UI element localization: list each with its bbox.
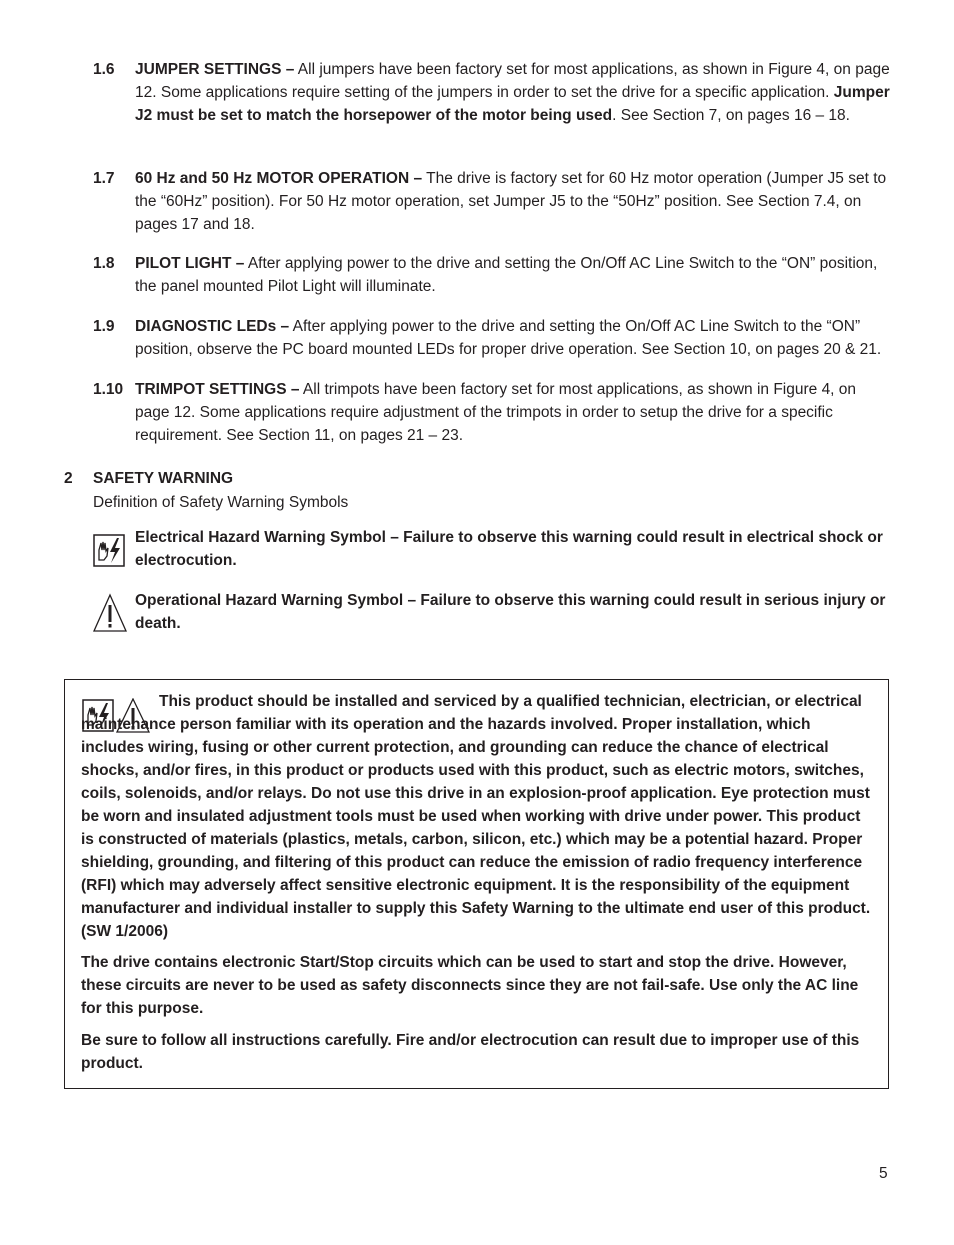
section-title: SAFETY WARNING xyxy=(93,470,234,487)
section-text xyxy=(135,58,893,127)
page-number: 5 xyxy=(879,1165,888,1182)
section-body: All jumpers have been factory set for most applications, as shown in Figure 4, on page 12. Some applications require setting of the jumpers in order to set the drive for a specific application. xyxy=(135,61,890,101)
section-1-8 xyxy=(93,252,893,298)
section-number: 1.8 xyxy=(93,255,115,272)
section-number: 1.10 xyxy=(93,381,124,398)
warning-paragraph-installation: This product should be installed and serviced by a qualified technician, electrician, or electrical maintenance person familiar with its operation and the hazards involved. Proper installation, which includes wiring, fusing or other current protection, and grounding can reduce the chance of electrical shocks, and/or fires, in this product or products used with this product, such as electric motors, switches, coils, solenoids, and/or relays. Do not use this drive in an explosion-proof application. Eye protection must be worn and insulated adjustment tools must be used when working with drive under power. This product is constructed of materials (plastics, metals, carbon, silicon, etc.) which may be a potential hazard. Proper shielding, grounding, and filtering of this product can reduce the emission of radio frequency interference (RFI) which may adversely affect sensitive electronic equipment. It is the responsibility of the equipment manufacturer and individual installer to supply this Safety Warning to the ultimate end user of this product. (SW 1/2006) xyxy=(81,693,871,940)
operational-hazard-text: Operational Hazard Warning Symbol – Failure to observe this warning could result in serious injury or death. xyxy=(135,592,886,632)
section-1-10 xyxy=(93,378,893,447)
section-heading: TRIMPOT SETTINGS – xyxy=(135,381,300,398)
section-text xyxy=(135,252,893,298)
symbol-definitions-subtitle: Definition of Safety Warning Symbols xyxy=(93,494,349,511)
electrical-hazard-definition xyxy=(93,526,893,572)
section-text xyxy=(135,315,893,361)
safety-warning-heading xyxy=(64,467,233,490)
section-number: 1.7 xyxy=(93,170,115,187)
section-body: After applying power to the drive and setting the On/Off AC Line Switch to the “ON” position, the panel mounted Pilot Light will illuminate. xyxy=(135,255,878,295)
section-1-9 xyxy=(93,315,893,361)
section-number: 2 xyxy=(64,470,73,487)
section-body-tail: . See Section 7, on pages 16 – 18. xyxy=(612,107,850,124)
electrical-hazard-icon xyxy=(93,534,125,574)
section-heading: PILOT LIGHT – xyxy=(135,255,245,272)
electrical-hazard-text: Electrical Hazard Warning Symbol – Failure to observe this warning could result in electrical shock or electrocution. xyxy=(135,529,883,569)
section-body: The drive is factory set for 60 Hz motor operation (Jumper J5 set to the “60Hz” position). For 50 Hz motor operation, set Jumper J5 to the “50Hz” position. See Section 7.4, on pages 17 and 18. xyxy=(135,170,887,233)
section-number: 1.9 xyxy=(93,318,115,335)
operational-hazard-definition xyxy=(93,589,893,635)
section-body: All trimpots have been factory set for most applications, as shown in Figure 4, on page 12. Some applications require adjustment of the trimpots in order to setup the drive for a specific requirement. See Section 11, on pages 21 – 23. xyxy=(135,381,857,444)
section-body: After applying power to the drive and setting the On/Off AC Line Switch to the “ON” position, observe the PC board mounted LEDs for proper drive operation. See Section 10, on pages 20 & 21. xyxy=(135,318,882,358)
section-text xyxy=(135,167,893,236)
section-heading: 60 Hz and 50 Hz MOTOR OPERATION – xyxy=(135,170,423,187)
warning-paragraph-start-stop: The drive contains electronic Start/Stop circuits which can be used to start and stop the drive. However, these circuits are never to be used as safety disconnects since they are not fail-safe. Use only the AC line for this purpose. xyxy=(81,954,859,1017)
section-heading: DIAGNOSTIC LEDs – xyxy=(135,318,290,335)
warning-paragraph-instructions: Be sure to follow all instructions carefully. Fire and/or electrocution can result due to improper use of this product. xyxy=(81,1032,860,1072)
section-number: 1.6 xyxy=(93,61,115,78)
section-emphasis: Jumper J2 must be set to match the horsepower of the motor being used xyxy=(135,84,890,124)
section-1-7 xyxy=(93,167,893,236)
section-heading: JUMPER SETTINGS – xyxy=(135,61,295,78)
safety-warning-box xyxy=(64,679,889,1089)
operational-hazard-icon xyxy=(93,593,127,640)
section-text xyxy=(135,378,893,447)
section-1-6 xyxy=(93,58,893,127)
